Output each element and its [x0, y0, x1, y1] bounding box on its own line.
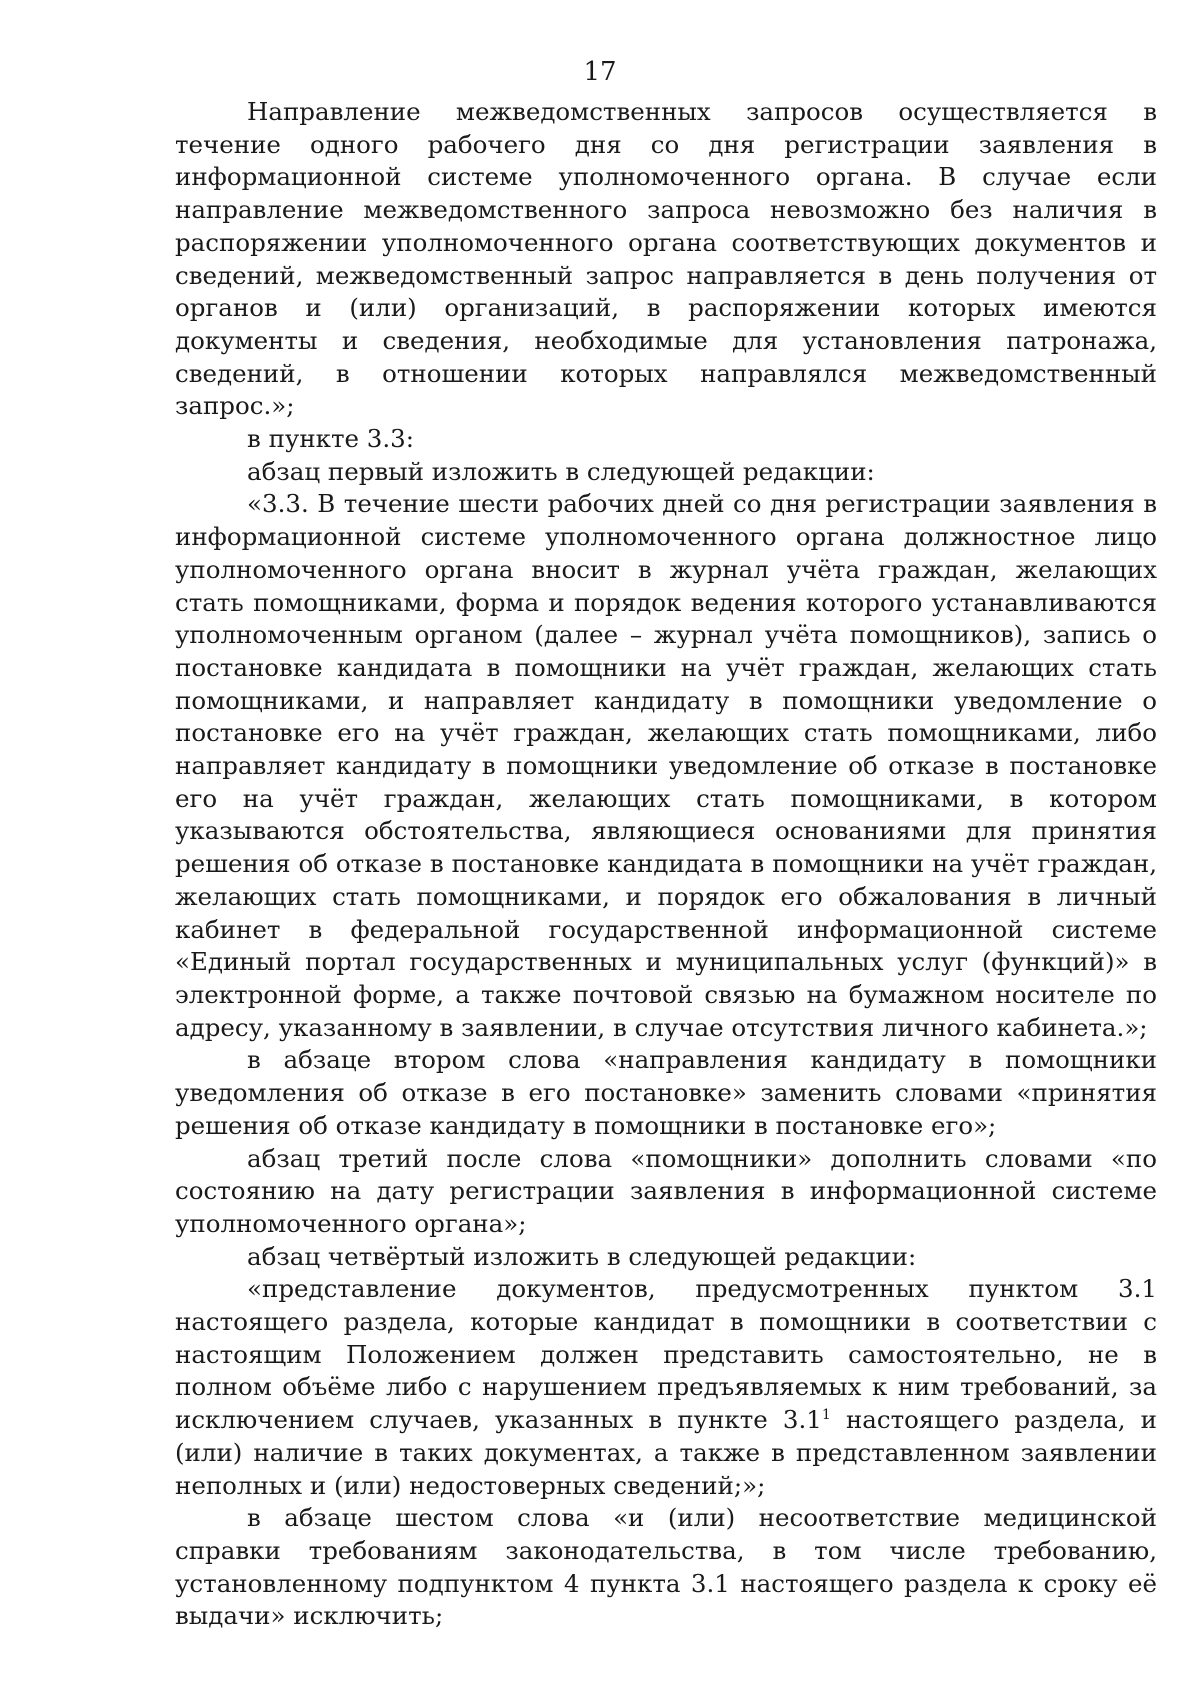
paragraph-fourth-abzac-text-before: «представление документов, предусмотренных пунктом 3.1 настоящего раздела, которые кандидат в помощники в соответствии с настоящим Положением должен представить самостоятельно, не в полном объёме либо с нарушением предъявляемых к ним требований, за исключением случаев, указанных в пункте 3.1: [175, 1274, 1157, 1435]
paragraph-second-abzac-amendment: в абзаце втором слова «направления кандидату в помощники уведомления об отказе в его постановке» заменить словами «принятия решения об отказе кандидату в помощники в постановке его»;: [175, 1045, 1157, 1140]
paragraph-fourth-abzac-instruction: абзац четвёртый изложить в следующей редакции:: [247, 1241, 917, 1271]
page-number: 17: [583, 57, 617, 87]
paragraph-first-abzac-instruction: абзац первый изложить в следующей редакции:: [247, 456, 875, 486]
paragraph-sixth-abzac-amendment: в абзаце шестом слова «и (или) несоответствие медицинской справки требованиям законодательства, в том числе требованию, установленному подпунктом 4 пункта 3.1 настоящего раздела к сроку её выдачи» исключить;: [175, 1503, 1157, 1631]
paragraph-fourth-abzac-text-after: настоящего раздела, и (или) наличие в таких документах, а также в представленном заявлении неполных и (или) недостоверных сведений;»;: [175, 1405, 1158, 1500]
paragraph-clause-3-3-intro: в пункте 3.3:: [247, 424, 415, 454]
paragraph-fourth-abzac-text: [175, 1273, 1157, 1502]
document-body: [175, 96, 1157, 1633]
paragraph-clause-3-3-text: «3.3. В течение шести рабочих дней со дня регистрации заявления в информационной системе уполномоченного органа должностное лицо уполномоченного органа вносит в журнал учёта граждан, желающих стать помощниками, форма и порядок ведения которого устанавливаются уполномоченным органом (далее – журнал учёта помощников), запись о постановке кандидата в помощники на учёт граждан, желающих стать помощниками, и направляет кандидату в помощники уведомление о постановке его на учёт граждан, желающих стать помощниками, либо направляет кандидату в помощники уведомление об отказе в постановке его на учёт граждан, желающих стать помощниками, в котором указываются обстоятельства, являющиеся основаниями для принятия решения об отказе в постановке кандидата в помощники на учёт граждан, желающих стать помощниками, и порядок его обжалования в личный кабинет в федеральной государственной информационной системе «Единый портал государственных и муниципальных услуг (функций)» в электронной форме, а также почтовой связью на бумажном носителе по адресу, указанному в заявлении, в случае отсутствия личного кабинета.»;: [175, 489, 1157, 1042]
paragraph-third-abzac-amendment: абзац третий после слова «помощники» дополнить словами «по состоянию на дату регистрации заявления в информационной системе уполномоченного органа»;: [175, 1143, 1157, 1238]
paragraph-interagency-requests: Направление межведомственных запросов осуществляется в течение одного рабочего дня со дня регистрации заявления в информационной системе уполномоченного органа. В случае если направление межведомственного запроса невозможно без наличия в распоряжении уполномоченного органа соответствующих документов и сведений, межведомственный запрос направляется в день получения от органов и (или) организаций, в распоряжении которых имеются документы и сведения, необходимые для установления патронажа, сведений, в отношении которых направлялся межведомственный запрос.»;: [175, 97, 1157, 421]
footnote-superscript: 1: [821, 1406, 831, 1423]
